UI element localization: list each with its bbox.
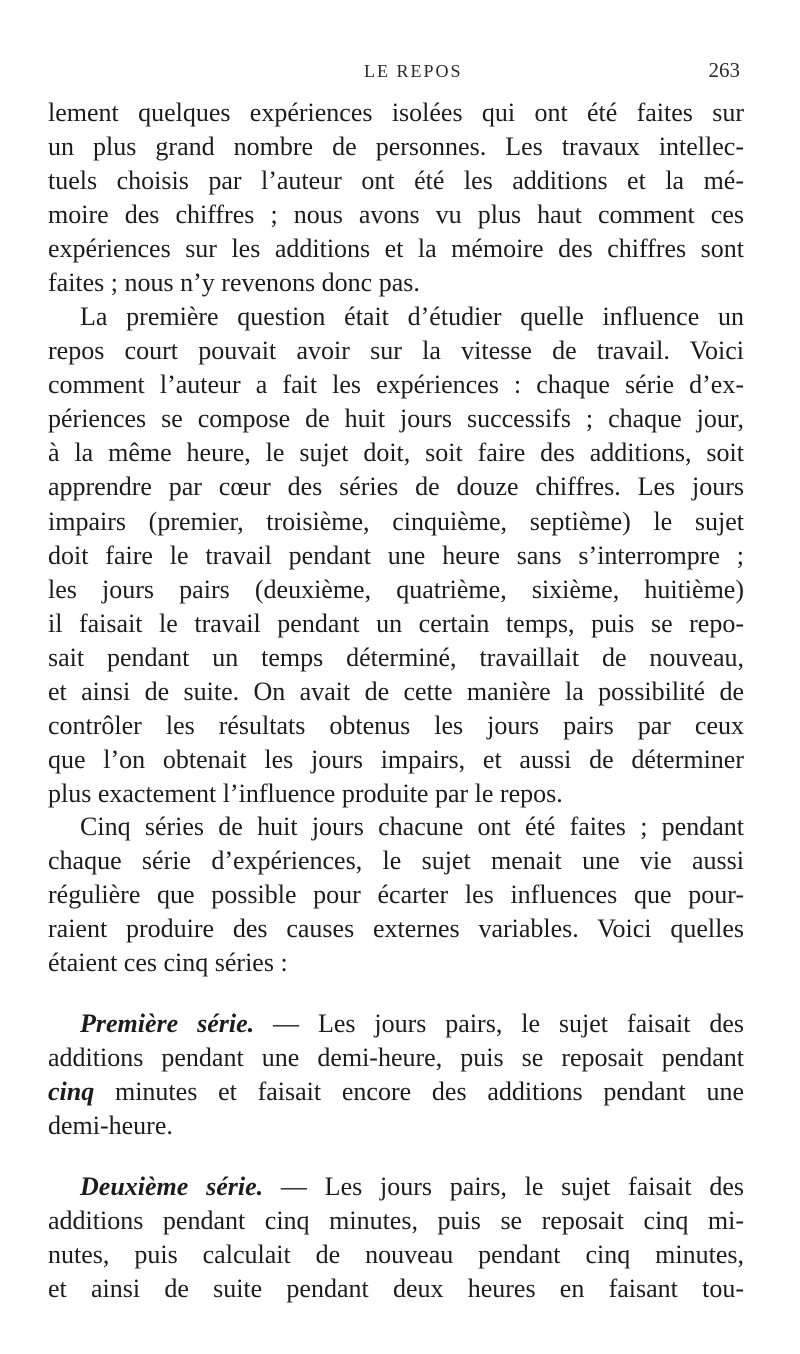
text-line xyxy=(48,1075,744,1109)
text-line: expériences sur les additions et la mémoire des chiffres sont xyxy=(48,234,744,264)
text-line: impairs (premier, troisième, cinquième, septième) le sujet xyxy=(48,506,744,536)
text-line: régulière que possible pour écarter les influences que pour- xyxy=(48,880,744,910)
text-line: faites ; nous n’y revenons donc pas. xyxy=(48,268,420,298)
serie-1-paragraph xyxy=(48,1007,744,1143)
running-title: LE REPOS xyxy=(364,61,463,81)
serie-1-text: — Les jours pairs, le sujet faisait des xyxy=(254,1009,744,1038)
serie-2-title: Deuxième série. xyxy=(80,1172,264,1201)
text-line xyxy=(48,1170,744,1204)
text-line: à la même heure, le sujet doit, soit faire des additions, soit xyxy=(48,438,744,468)
page-number: 263 xyxy=(708,58,740,82)
text-line: que l’on obtenait les jours impairs, et aussi de déterminer xyxy=(48,745,744,775)
text-line: doit faire le travail pendant une heure sans s’interrompre ; xyxy=(48,540,744,570)
paragraph-1 xyxy=(48,96,744,301)
text-line: additions pendant une demi-heure, puis se reposait pendant xyxy=(48,1043,744,1073)
paragraph-3 xyxy=(48,810,744,980)
text-line: Cinq séries de huit jours chacune ont été faites ; pendant xyxy=(80,812,744,841)
text-line: et ainsi de suite pendant deux heures en faisant tou- xyxy=(48,1274,744,1304)
paragraph-2 xyxy=(48,300,744,811)
text-line: apprendre par cœur des séries de douze chiffres. Les jours xyxy=(48,472,744,502)
text-line: étaient ces cinq séries : xyxy=(48,948,288,978)
serie-2-paragraph xyxy=(48,1170,744,1306)
emphasis-cinq: cinq xyxy=(48,1077,95,1107)
serie-1-text: minutes et faisait encore des additions pendant une xyxy=(94,1077,744,1107)
text-line: tuels choisis par l’auteur ont été les additions et la mé- xyxy=(48,166,744,196)
text-line: les jours pairs (deuxième, quatrième, sixième, huitième) xyxy=(48,574,744,604)
text-line: lement quelques expériences isolées qui ont été faites sur xyxy=(48,98,744,127)
text-line xyxy=(48,1007,744,1041)
serie-1-title: Première série. xyxy=(80,1009,255,1038)
text-line: La première question était d’étudier quelle influence un xyxy=(80,302,744,331)
text-line: périences se compose de huit jours successifs ; chaque jour, xyxy=(48,404,744,434)
text-line: moire des chiffres ; nous avons vu plus haut comment ces xyxy=(48,200,744,230)
text-line: contrôler les résultats obtenus les jours pairs par ceux xyxy=(48,711,744,741)
text-line: repos court pouvait avoir sur la vitesse de travail. Voici xyxy=(48,336,744,366)
text-line: comment l’auteur a fait les expériences : chaque série d’ex- xyxy=(48,370,744,400)
text-line: demi-heure. xyxy=(48,1111,173,1141)
text-line: plus exactement l’influence produite par le repos. xyxy=(48,779,563,809)
serie-2-text: — Les jours pairs, le sujet faisait des xyxy=(263,1172,744,1201)
text-line: sait pendant un temps déterminé, travaillait de nouveau, xyxy=(48,642,744,672)
text-line: un plus grand nombre de personnes. Les travaux intellec- xyxy=(48,132,744,162)
text-line: il faisait le travail pendant un certain temps, puis se repo- xyxy=(48,608,744,638)
text-line: nutes, puis calculait de nouveau pendant cinq minutes, xyxy=(48,1240,744,1270)
text-line: raient produire des causes externes variables. Voici quelles xyxy=(48,914,744,944)
text-line: chaque série d’expériences, le sujet menait une vie aussi xyxy=(48,846,744,876)
text-line: additions pendant cinq minutes, puis se reposait cinq mi- xyxy=(48,1206,744,1236)
text-line: et ainsi de suite. On avait de cette manière la possibilité de xyxy=(48,677,744,707)
